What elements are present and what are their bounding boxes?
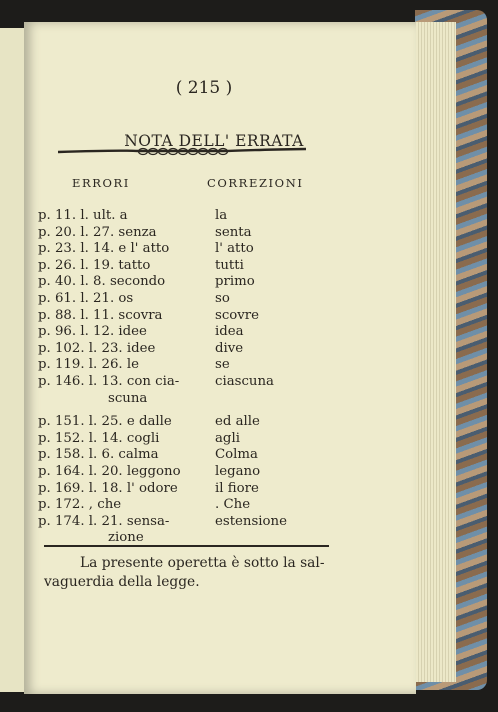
errata-row [38, 357, 398, 374]
correction-entry: tutti [215, 257, 244, 273]
copyright-note [44, 554, 344, 592]
error-entry: p. 158. l. 6. calma [38, 447, 159, 463]
errata-row [38, 447, 398, 464]
row-gap [38, 407, 398, 414]
errors-column-header: ERRORI [72, 176, 130, 190]
errata-row [38, 464, 398, 481]
errata-row [38, 497, 398, 514]
facing-page [0, 28, 25, 692]
page-number: ( 215 ) [175, 78, 233, 98]
error-entry: scuna [108, 390, 148, 406]
errata-list [38, 208, 398, 547]
errata-row [38, 481, 398, 498]
error-entry: p. 96. l. 12. idee [38, 324, 147, 340]
errata-row [38, 308, 398, 325]
book-page [24, 22, 416, 694]
ornament-rule [58, 144, 306, 160]
errata-row [38, 208, 398, 225]
error-entry: p. 102. l. 23. idee [38, 340, 156, 356]
error-entry: p. 146. l. 13. con cia- [38, 373, 180, 389]
errata-row [38, 291, 398, 308]
errata-row [38, 391, 398, 408]
corrections-column-header: CORREZIONI [207, 176, 304, 190]
correction-entry: idea [215, 324, 244, 340]
errata-row [38, 241, 398, 258]
error-entry: p. 169. l. 18. l' odore [38, 480, 178, 496]
correction-entry: l' atto [215, 241, 254, 257]
error-entry: p. 26. l. 19. tatto [38, 257, 151, 273]
errata-row [38, 514, 398, 531]
note-line-1: La presente operetta è sotto la sal- [80, 555, 325, 571]
correction-entry: la [215, 208, 228, 223]
correction-entry: primo [215, 274, 255, 290]
divider-rule [44, 545, 329, 547]
page-edges [410, 22, 456, 682]
errata-row [38, 431, 398, 448]
correction-entry: ciascuna [215, 373, 274, 389]
error-entry: p. 88. l. 11. scovra [38, 307, 163, 323]
errata-row [38, 225, 398, 242]
error-entry: p. 20. l. 27. senza [38, 224, 157, 240]
error-entry: p. 11. l. ult. a [38, 208, 128, 223]
error-entry: p. 174. l. 21. sensa- [38, 513, 170, 529]
correction-entry: Colma [215, 447, 258, 463]
error-entry: p. 152. l. 14. cogli [38, 430, 160, 446]
errata-row [38, 324, 398, 341]
error-entry: p. 23. l. 14. e l' atto [38, 241, 170, 257]
error-entry: p. 151. l. 25. e dalle [38, 414, 172, 430]
errata-row [38, 341, 398, 358]
note-line-2: vaguerdia della legge. [44, 574, 200, 590]
errata-row [38, 258, 398, 275]
correction-entry: il fiore [215, 480, 259, 496]
correction-entry: legano [215, 463, 261, 479]
correction-entry: so [215, 290, 230, 306]
correction-entry: estensione [215, 513, 287, 529]
correction-entry: senta [215, 224, 252, 240]
error-entry: p. 164. l. 20. leggono [38, 463, 181, 479]
correction-entry: dive [215, 340, 244, 356]
correction-entry: se [215, 357, 230, 373]
correction-entry: ed alle [215, 414, 260, 430]
error-entry: p. 61. l. 21. os [38, 290, 134, 306]
error-entry: p. 119. l. 26. le [38, 357, 139, 373]
errata-row [38, 274, 398, 291]
error-entry: p. 40. l. 8. secondo [38, 274, 166, 290]
page-title: NOTA DELL' ERRATA [124, 132, 304, 150]
correction-entry: agli [215, 430, 240, 446]
correction-entry: scovre [215, 307, 260, 323]
error-entry: zione [108, 530, 144, 546]
error-entry: p. 172. , che [38, 497, 122, 513]
errata-row [38, 414, 398, 431]
errata-row [38, 374, 398, 391]
correction-entry: . Che [215, 497, 251, 513]
